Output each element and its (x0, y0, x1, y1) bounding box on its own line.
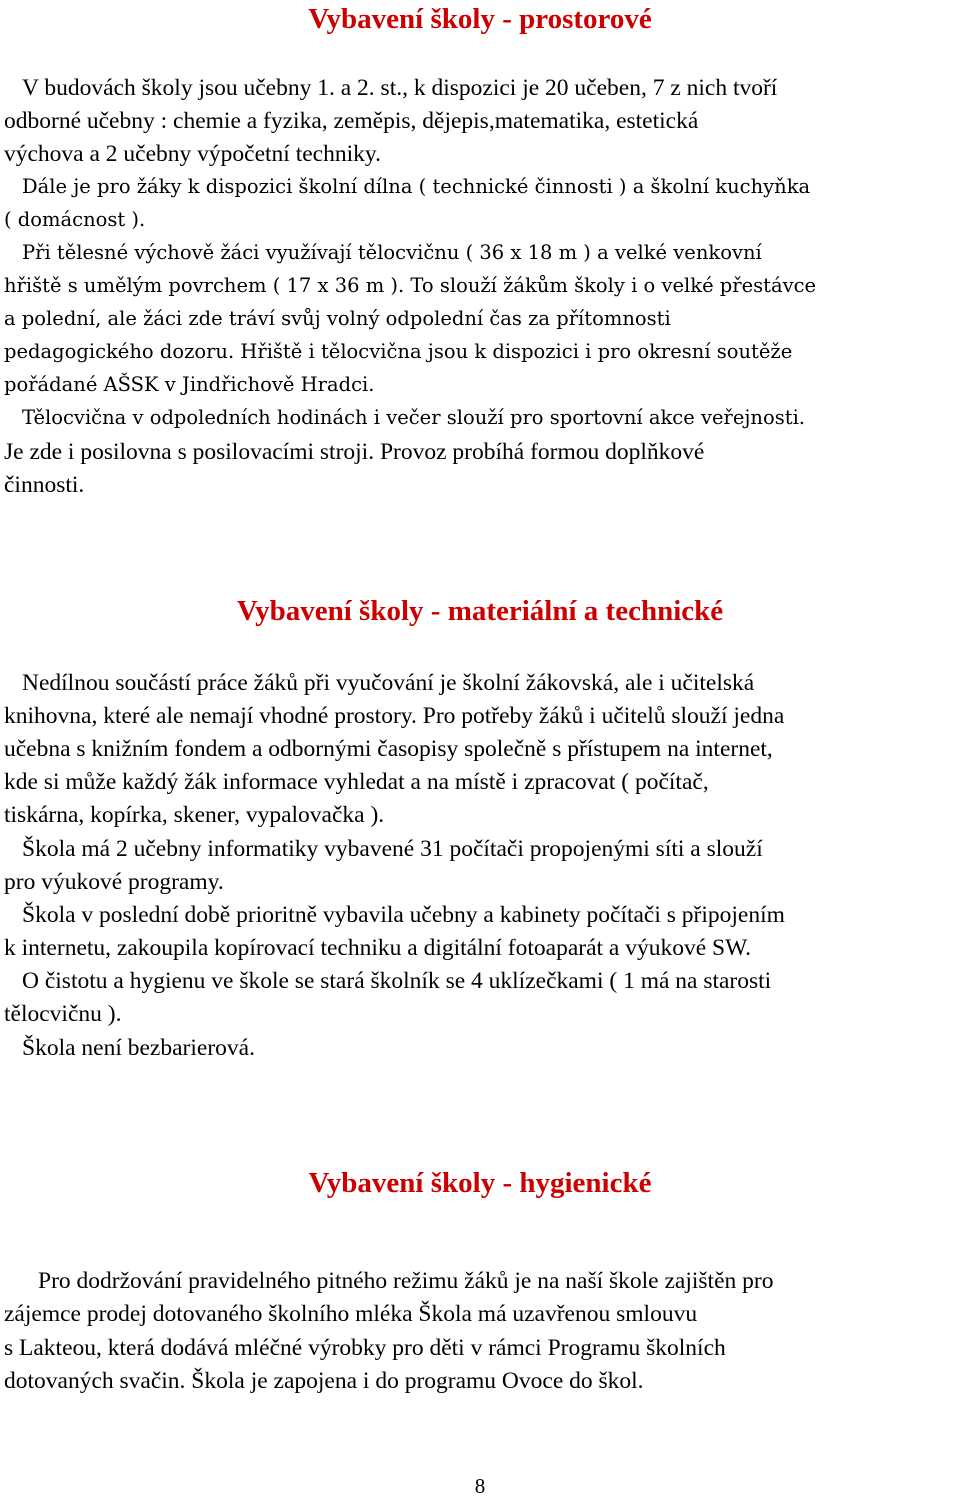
text-line: dotovaných svačin. Škola je zapojena i do programu Ovoce do škol. (4, 1368, 644, 1394)
text-line: Škola v poslední době prioritně vybavila učebny a kabinety počítači s připojením (22, 902, 785, 928)
text-line: Je zde i posilovna s posilovacími stroji. Provoz probíhá formou doplňkové (4, 439, 705, 465)
text-line: Při tělesné výchově žáci využívají tělocvičnu ( 36 x 18 m ) a velké venkovní (22, 241, 762, 264)
section-heading-hygienic: Vybavení školy - hygienické (308, 1167, 652, 1199)
text-line: V budovách školy jsou učebny 1. a 2. st., k dispozici je 20 učeben, 7 z nich tvoří (22, 75, 778, 101)
text-line: odborné učebny : chemie a fyzika, zeměpis, dějepis,matematika, estetická (4, 108, 699, 134)
text-line: tiskárna, kopírka, skener, vypalovačka ). (4, 802, 385, 828)
text-line: výchova a 2 učebny výpočetní techniky. (4, 141, 381, 167)
page-number: 8 (474, 1474, 486, 1498)
text-line: a polední, ale žáci zde tráví svůj volný odpolední čas za přítomnosti (4, 307, 671, 330)
text-line: pořádané AŠSK v Jindřichově Hradci. (4, 373, 375, 396)
text-line: činnosti. (4, 472, 85, 498)
text-line: hřiště s umělým povrchem ( 17 x 36 m ). To slouží žákům školy i o velké přestávce (4, 274, 817, 297)
text-line: zájemce prodej dotovaného školního mléka Škola má uzavřenou smlouvu (4, 1301, 698, 1327)
section-heading-spatial: Vybavení školy - prostorové (308, 3, 652, 35)
text-line: Tělocvična v odpoledních hodinách i večer slouží pro sportovní akce veřejnosti. (22, 406, 806, 429)
text-line: Škola není bezbarierová. (22, 1035, 255, 1061)
text-line: ( domácnost ). (4, 208, 146, 231)
text-line: tělocvičnu ). (4, 1001, 122, 1027)
text-line: Nedílnou součástí práce žáků při vyučování je školní žákovská, ale i učitelská (22, 670, 755, 696)
section-heading-material: Vybavení školy - materiální a technické (236, 595, 724, 627)
text-line: O čistotu a hygienu ve škole se stará školník se 4 uklízečkami ( 1 má na starosti (22, 968, 772, 994)
text-line: pro výukové programy. (4, 869, 224, 895)
text-line: Škola má 2 učebny informatiky vybavené 31 počítači propojenými síti a slouží (22, 836, 763, 862)
text-line: s Lakteou, která dodává mléčné výrobky pro děti v rámci Programu školních (4, 1335, 726, 1361)
text-line: učebna s knižním fondem a odbornými časopisy společně s přístupem na internet, (4, 736, 773, 762)
text-line: k internetu, zakoupila kopírovací techniku a digitální fotoaparát a výukové SW. (4, 935, 751, 961)
text-line: kde si může každý žák informace vyhledat a na místě i zpracovat ( počítač, (4, 769, 709, 795)
text-line: knihovna, které ale nemají vhodné prostory. Pro potřeby žáků i učitelů slouží jedna (4, 703, 785, 729)
text-line: Pro dodržování pravidelného pitného režimu žáků je na naší škole zajištěn pro (38, 1268, 774, 1294)
text-line: pedagogického dozoru. Hřiště i tělocvična jsou k dispozici i pro okresní soutěže (4, 340, 793, 363)
text-line: Dále je pro žáky k dispozici školní dílna ( technické činnosti ) a školní kuchyňka (22, 175, 811, 198)
